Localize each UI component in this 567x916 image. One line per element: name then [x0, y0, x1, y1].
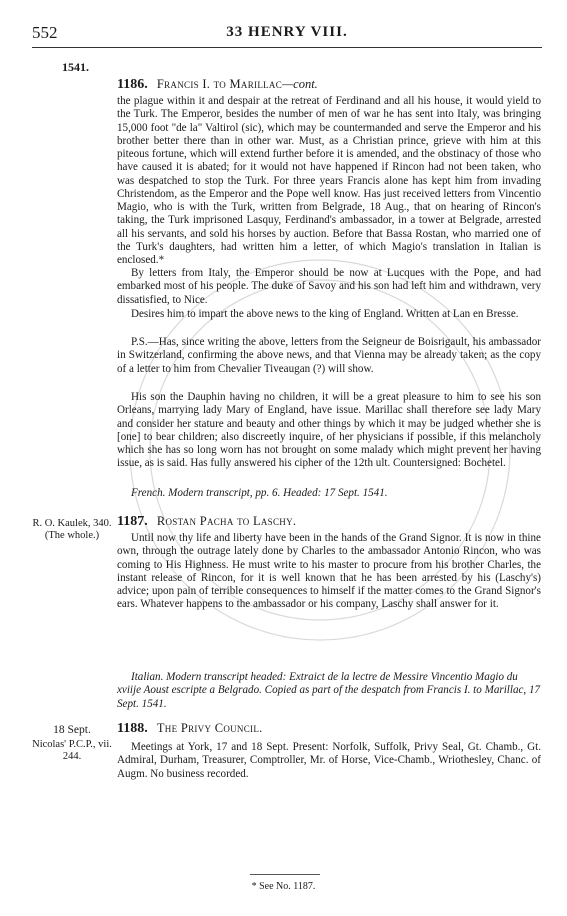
- entry-title: Rostan Pacha to Laschy.: [156, 514, 297, 528]
- entry-number: 1187.: [117, 514, 148, 529]
- entry-1186-paragraph-2: By letters from Italy, the Emperor should be now at Lucques with the Pope, and had embarked most of his people. The duke of Savoy and his son had left him and withdrawn, very dissatisfied, to Nice.: [117, 267, 541, 306]
- entry-title: Francis I. to Marillac: [156, 77, 283, 91]
- entry-1187-margin-note: R. O. Kaulek, 340. (The whole.): [32, 518, 112, 541]
- entry-title: The Privy Council.: [156, 721, 263, 735]
- entry-1187-heading: [117, 514, 296, 530]
- entry-1188-paragraph-1: Meetings at York, 17 and 18 Sept. Present: Norfolk, Suffolk, Privy Seal, Gt. Chamb., Gt. Admiral, Durham, Treasurer, Comptroller, Mr. of Horse, Vice-Chamb., Wriothesley, Chanc. of Augm. No business recorded.: [117, 741, 541, 780]
- page-number: 552: [32, 23, 58, 42]
- entry-1187-source-note: Italian. Modern transcript headed: Extraict de la lectre de Messire Vincentio Magio du xviije Aoust escripte a Belgrado. Copied as part of the despatch from Francis I. to Marillac, 17 Sept. 1541.: [117, 671, 541, 710]
- entry-continued: —cont.: [282, 77, 318, 91]
- entry-1188-heading: [117, 721, 263, 737]
- footnote: * See No. 1187.: [251, 881, 316, 892]
- entry-1186-paragraph-1: the plague within it and despair at the retreat of Ferdinand and all his house, it would yield to the Turk. The Emperor, besides the number of men of war he has sent into Italy, was bringing 15,000 foot "de la" Valtirol (sic), which may be countermanded and serve the Emperor and his brother better there than in other war. Must, as a Christian prince, grieve with him at this piteous fortune, which will extend further before it is amended, and the obstinacy of those who have caused it is abated; for it would not have happened if Rincon had not been taken, who was despatched to stop the Turk. For three years Francis alone has kept him from invading Christendom, as the Emperor and the Pope well know. Has just received letters from Vincentio Magio, who is with the Turk, written from Belgrade, 18 Aug., that on hearing of Rincon's taking, the Turk imprisoned Lasquy, Ferdinand's ambassador, in a tower at Belgrade, arrested all his servants, and sold his horses by auction. Before that Bassa Rostan, who married one of the Turk's daughters, had written him a letter, of which Magio's translation in Italian is enclosed.*: [117, 95, 541, 266]
- entry-1187-paragraph-1: Until now thy life and liberty have been in the hands of the Grand Signor. It is now in thine own, through the outrage lately done by Charles to the ambassador Antonio Rincon, who was coming to His Highness. He must write to his master to procure from his brother Charles, the instant release of Rincon, for it is well known that he has been arrested by his (Laschy's) advice; upon pain of terrible consequences to himself if the matter comes to the Grand Signor's ears. Whatever happens to the ambassador or his company, Laschy shall answer for it.: [117, 532, 541, 611]
- year-margin: 1541.: [62, 60, 89, 74]
- page-header: [32, 23, 542, 45]
- entry-1186-paragraph-3: Desires him to impart the above news to the king of England. Written at Lan en Bresse.: [131, 308, 519, 320]
- entry-1186-paragraph-4: P.S.—Has, since writing the above, letters from the Seigneur de Boisrigault, his ambassador in Switzerland, confirming the above news, and that Vienna may be already taken; as the copy of a letter to him from Chevalier Tiveaugan (?) will show.: [117, 336, 541, 375]
- entry-1188-margin-note: Nicolas' P.C.P., vii. 244.: [32, 739, 112, 762]
- entry-1188-date: 18 Sept.: [53, 724, 91, 736]
- entry-1186-paragraph-5: His son the Dauphin having no children, it will be a great pleasure to him to see his son Orleans, marrying lady Mary of England, have issue. Marillac shall therefore see lady Mary and consider her stature and beauty and other things by which it may be judged whether she is [one] to bear children; also discreetly inquire, of her physicians if possible, if this melancholy which she has so long worn has not brought on some malady which might prevent her having issue, as is said. Has fully answered his cipher of the 12th ult. Countersigned: Bochetel.: [117, 391, 541, 470]
- entry-number: 1186.: [117, 77, 148, 92]
- entry-1186-source-note: French. Modern transcript, pp. 6. Headed: 17 Sept. 1541.: [131, 487, 388, 499]
- footnote-rule: [250, 874, 320, 875]
- entry-1186-heading: [117, 77, 318, 93]
- entry-number: 1188.: [117, 721, 148, 736]
- running-head: 33 HENRY VIII.: [226, 24, 348, 40]
- header-rule: [32, 47, 542, 48]
